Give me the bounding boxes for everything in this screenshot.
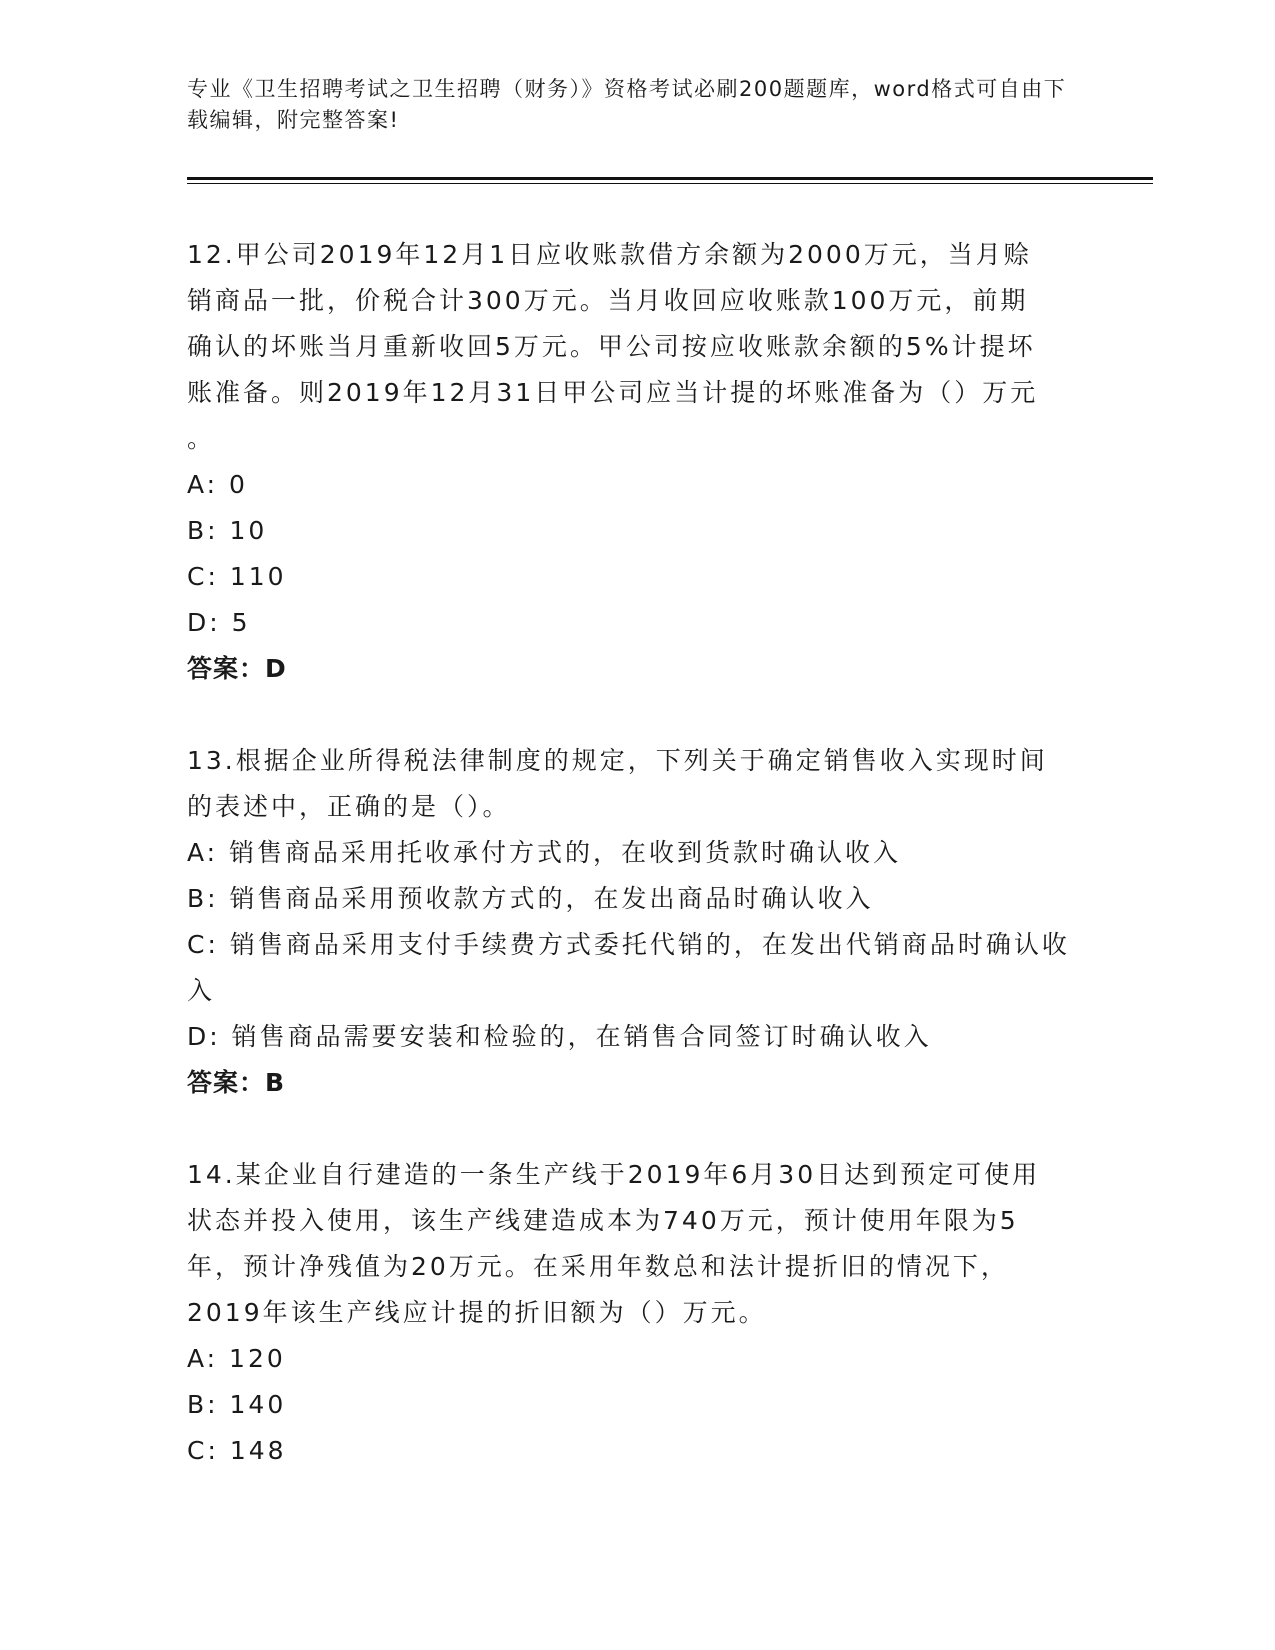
question-stem: 14.某企业自行建造的一条生产线于2019年6月30日达到预定可使用 状态并投入使用，该生产线建造成本为740万元，预计使用年限为5 年，预计净残值为20万元。在采用年数总和法计提折旧的情况下， 2019年该生产线应计提的折旧额为（）万元。 — [187, 1160, 1041, 1327]
question-14 — [187, 1152, 1087, 1474]
option-a: A: 销售商品采用托收承付方式的，在收到货款时确认收入 — [187, 838, 902, 867]
option-d: D: 销售商品需要安装和检验的，在销售合同签订时确认收入 — [187, 1022, 932, 1051]
header-rule-thick — [187, 177, 1153, 180]
question-13 — [187, 738, 1087, 1106]
option-d: D: 5 — [187, 608, 251, 637]
option-b: B: 10 — [187, 516, 268, 545]
question-list — [187, 232, 1087, 1520]
option-c: C: 110 — [187, 562, 287, 591]
document-header: 专业《卫生招聘考试之卫生招聘（财务）》资格考试必刷200题题库，word格式可自由下载编辑，附完整答案! — [187, 77, 1067, 132]
option-a: A: 0 — [187, 470, 248, 499]
option-a: A: 120 — [187, 1344, 286, 1373]
option-b: B: 销售商品采用预收款方式的，在发出商品时确认收入 — [187, 884, 874, 913]
option-c: C: 148 — [187, 1436, 287, 1465]
question-stem: 13.根据企业所得税法律制度的规定，下列关于确定销售收入实现时间 的表述中，正确的是（）。 — [187, 746, 1048, 821]
option-c: C: 销售商品采用支付手续费方式委托代销的，在发出代销商品时确认收入 — [187, 930, 1070, 1005]
question-12 — [187, 232, 1087, 692]
option-b: B: 140 — [187, 1390, 287, 1419]
answer-line: 答案：D — [187, 654, 287, 683]
header-rule-thin — [187, 183, 1153, 184]
answer-line: 答案：B — [187, 1068, 286, 1097]
question-stem: 12.甲公司2019年12月1日应收账款借方余额为2000万元，当月赊 销商品一批，价税合计300万元。当月收回应收账款100万元，前期 确认的坏账当月重新收回5万元。甲公司按应收账款余额的5%计提坏 账准备。则2019年12月31日甲公司应当计提的坏账准备为（）万元 。 — [187, 240, 1039, 453]
